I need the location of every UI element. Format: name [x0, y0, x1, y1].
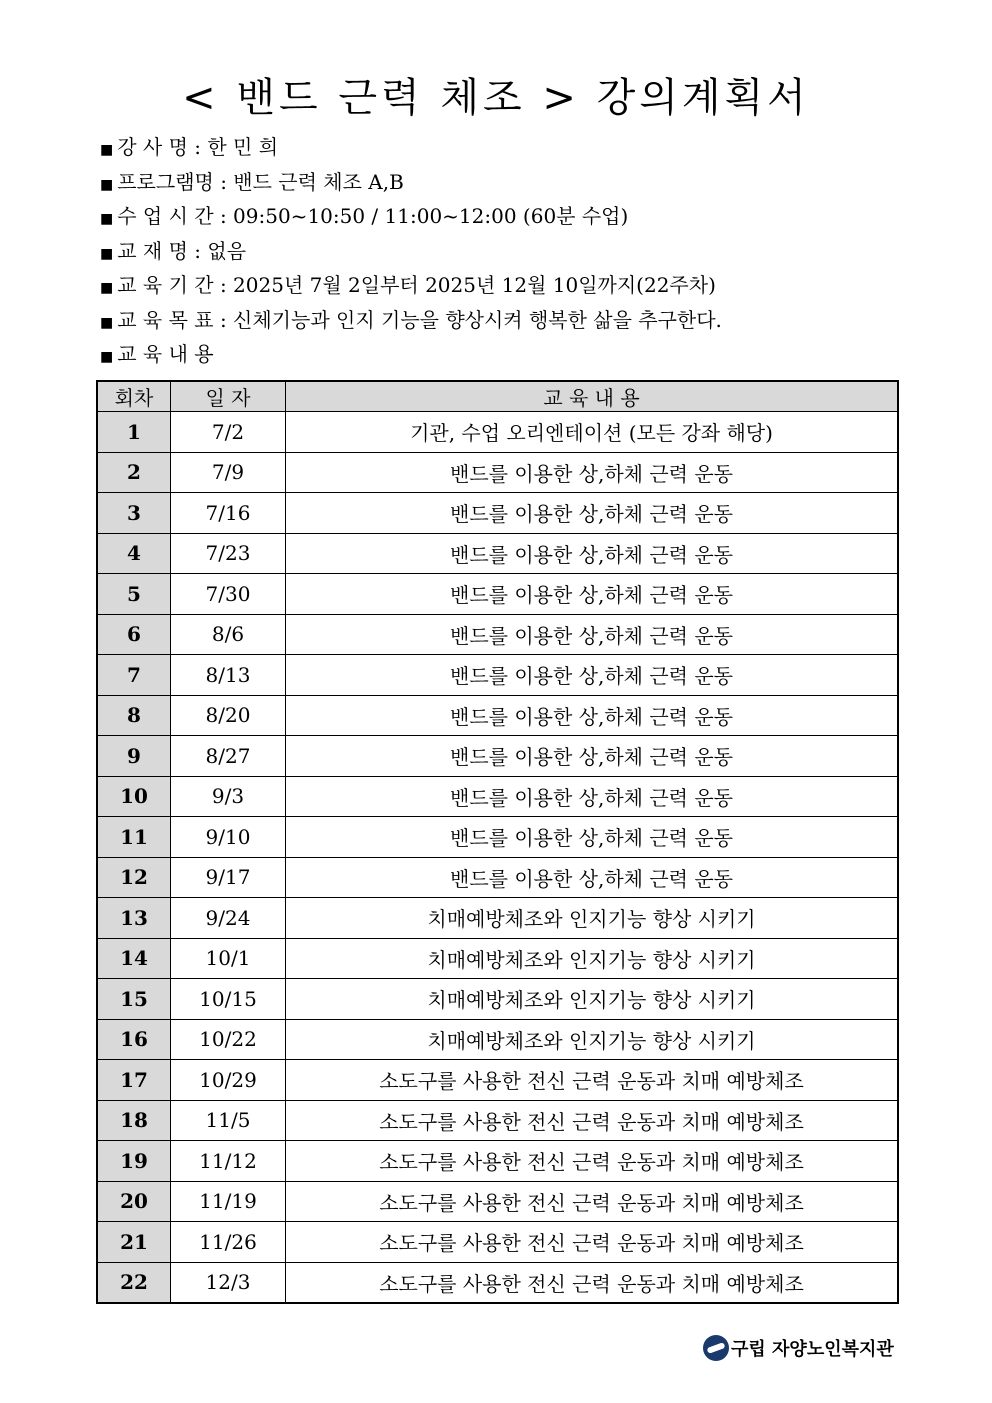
table-row — [97, 452, 898, 493]
table-row — [97, 695, 898, 736]
session-date: 10/22 — [171, 1019, 286, 1060]
session-number: 13 — [97, 898, 171, 939]
table-row — [97, 857, 898, 898]
page-title: < 밴드 근력 체조 > 강의계획서 — [182, 75, 810, 121]
session-content: 밴드를 이용한 상,하체 근력 운동 — [286, 493, 899, 534]
info-row-content — [100, 337, 722, 372]
table-row — [97, 493, 898, 534]
info-row-class-time: ■ 수 업 시 간 : 09:50~10:50 / 11:00~12:00 (60분 수업) — [100, 204, 629, 228]
table-row — [97, 1060, 898, 1101]
session-date: 8/20 — [171, 695, 286, 736]
session-number: 12 — [97, 857, 171, 898]
session-content: 기관, 수업 오리엔테이션 (모든 강좌 해당) — [286, 412, 899, 453]
info-label: 교 재 명 — [117, 238, 188, 263]
info-row-program: ■ 프로그램명 : 밴드 근력 체조 A,B — [100, 169, 404, 194]
session-number: 8 — [97, 695, 171, 736]
table-row — [97, 1222, 898, 1263]
session-date: 11/19 — [171, 1181, 286, 1222]
info-row-textbook: ■ 교 재 명 : 없음 — [100, 238, 247, 263]
table-row — [97, 1100, 898, 1141]
table-row — [97, 1181, 898, 1222]
session-date: 8/13 — [171, 655, 286, 696]
info-row-period: ■ 교 육 기 간 : 2025년 7월 2일부터 2025년 12월 10일까지(22주차) — [100, 273, 716, 297]
session-number: 9 — [97, 736, 171, 777]
session-content: 소도구를 사용한 전신 근력 운동과 치매 예방체조 — [286, 1100, 899, 1141]
table-row — [97, 533, 898, 574]
info-value: 밴드 근력 체조 A,B — [233, 169, 404, 194]
table-row — [97, 776, 898, 817]
bullet-icon: ■ — [100, 211, 114, 227]
info-value: 신체기능과 인지 기능을 향상시켜 행복한 삶을 추구한다. — [233, 307, 722, 332]
session-number: 11 — [97, 817, 171, 858]
table-row — [97, 817, 898, 858]
session-content: 밴드를 이용한 상,하체 근력 운동 — [286, 776, 899, 817]
table-row — [97, 898, 898, 939]
lesson-plan-table — [96, 380, 899, 1304]
session-number: 15 — [97, 979, 171, 1020]
session-content: 치매예방체조와 인지기능 향상 시키기 — [286, 898, 899, 939]
info-value: 2025년 7월 2일부터 2025년 12월 10일까지(22주차) — [233, 273, 716, 297]
welfare-center-logo-icon — [703, 1335, 729, 1361]
session-number: 2 — [97, 452, 171, 493]
bullet-icon: ■ — [100, 176, 114, 193]
table-row — [97, 574, 898, 615]
info-label: 수 업 시 간 — [117, 204, 214, 228]
session-number: 14 — [97, 938, 171, 979]
session-content: 밴드를 이용한 상,하체 근력 운동 — [286, 452, 899, 493]
session-date: 11/26 — [171, 1222, 286, 1263]
session-content: 밴드를 이용한 상,하체 근력 운동 — [286, 736, 899, 777]
info-row-goal: ■ 교 육 목 표 : 신체기능과 인지 기능을 향상시켜 행복한 삶을 추구한다. — [100, 307, 722, 332]
header-content: 교 육 내 용 — [286, 381, 899, 412]
session-number: 19 — [97, 1141, 171, 1182]
org-name: 구립 자양노인복지관 — [731, 1339, 894, 1360]
session-date: 10/29 — [171, 1060, 286, 1101]
footer-org — [703, 1335, 894, 1361]
session-number: 10 — [97, 776, 171, 817]
session-date: 8/27 — [171, 736, 286, 777]
session-date: 7/23 — [171, 533, 286, 574]
info-value: 09:50~10:50 / 11:00~12:00 (60분 수업) — [233, 204, 629, 228]
info-label: 교 육 기 간 — [117, 273, 214, 297]
table-row — [97, 938, 898, 979]
session-date: 9/10 — [171, 817, 286, 858]
session-number: 4 — [97, 533, 171, 574]
bullet-icon: ■ — [100, 142, 114, 158]
session-content: 소도구를 사용한 전신 근력 운동과 치매 예방체조 — [286, 1222, 899, 1263]
session-number: 16 — [97, 1019, 171, 1060]
bullet-icon: ■ — [100, 245, 114, 262]
table-row — [97, 655, 898, 696]
info-label: 프로그램명 — [117, 169, 214, 194]
session-date: 10/15 — [171, 979, 286, 1020]
session-number: 18 — [97, 1100, 171, 1141]
bullet-icon: ■ — [100, 349, 114, 365]
session-date: 7/2 — [171, 412, 286, 453]
session-number: 20 — [97, 1181, 171, 1222]
info-value: 없음 — [207, 238, 247, 263]
session-date: 9/17 — [171, 857, 286, 898]
header-session: 회차 — [97, 381, 171, 412]
info-row-instructor: ■ 강 사 명 : 한 민 희 — [100, 135, 279, 159]
session-number: 17 — [97, 1060, 171, 1101]
session-number: 21 — [97, 1222, 171, 1263]
info-value: 한 민 희 — [207, 135, 279, 159]
session-content: 소도구를 사용한 전신 근력 운동과 치매 예방체조 — [286, 1262, 899, 1303]
session-content: 소도구를 사용한 전신 근력 운동과 치매 예방체조 — [286, 1181, 899, 1222]
session-number: 6 — [97, 614, 171, 655]
table-row — [97, 412, 898, 453]
session-number: 22 — [97, 1262, 171, 1303]
session-content: 치매예방체조와 인지기능 향상 시키기 — [286, 938, 899, 979]
table-row — [97, 1019, 898, 1060]
table-row — [97, 979, 898, 1020]
bullet-icon: ■ — [100, 314, 114, 331]
session-date: 11/5 — [171, 1100, 286, 1141]
session-content: 치매예방체조와 인지기능 향상 시키기 — [286, 979, 899, 1020]
session-content: 밴드를 이용한 상,하체 근력 운동 — [286, 574, 899, 615]
header-date: 일 자 — [171, 381, 286, 412]
session-number: 3 — [97, 493, 171, 534]
info-label: 교 육 목 표 — [117, 307, 214, 332]
info-label: 강 사 명 — [117, 135, 188, 159]
session-content: 밴드를 이용한 상,하체 근력 운동 — [286, 655, 899, 696]
session-number: 7 — [97, 655, 171, 696]
session-date: 8/6 — [171, 614, 286, 655]
session-date: 7/16 — [171, 493, 286, 534]
session-content: 소도구를 사용한 전신 근력 운동과 치매 예방체조 — [286, 1060, 899, 1101]
info-label: 교 육 내 용 — [117, 342, 214, 366]
session-content: 밴드를 이용한 상,하체 근력 운동 — [286, 533, 899, 574]
session-date: 9/24 — [171, 898, 286, 939]
session-number: 1 — [97, 412, 171, 453]
session-date: 12/3 — [171, 1262, 286, 1303]
info-list — [100, 130, 722, 372]
table-row — [97, 1141, 898, 1182]
table-row — [97, 736, 898, 777]
session-date: 10/1 — [171, 938, 286, 979]
session-content: 치매예방체조와 인지기능 향상 시키기 — [286, 1019, 899, 1060]
bullet-icon: ■ — [100, 280, 114, 296]
table-row — [97, 1262, 898, 1303]
session-content: 밴드를 이용한 상,하체 근력 운동 — [286, 695, 899, 736]
session-number: 5 — [97, 574, 171, 615]
session-content: 소도구를 사용한 전신 근력 운동과 치매 예방체조 — [286, 1141, 899, 1182]
session-date: 7/9 — [171, 452, 286, 493]
session-date: 9/3 — [171, 776, 286, 817]
session-date: 7/30 — [171, 574, 286, 615]
table-header-row — [97, 381, 898, 412]
session-content: 밴드를 이용한 상,하체 근력 운동 — [286, 857, 899, 898]
table-row — [97, 614, 898, 655]
session-date: 11/12 — [171, 1141, 286, 1182]
session-content: 밴드를 이용한 상,하체 근력 운동 — [286, 614, 899, 655]
session-content: 밴드를 이용한 상,하체 근력 운동 — [286, 817, 899, 858]
